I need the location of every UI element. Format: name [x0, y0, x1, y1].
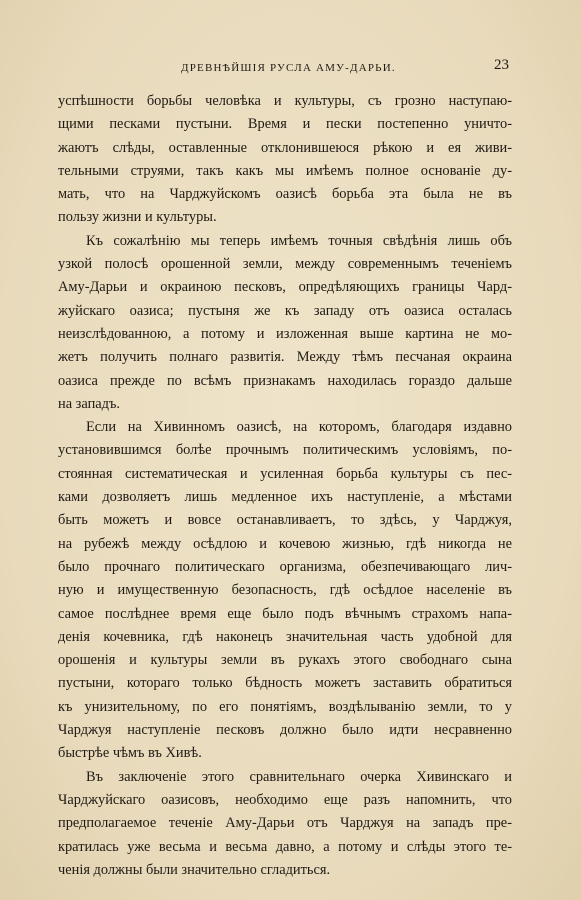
text-line: ками дозволяетъ лишь медленное ихъ наступленіе, а мѣстами: [58, 489, 512, 506]
page-number: 23: [494, 57, 509, 73]
text-line: тельными струями, такъ какъ мы имѣемъ полное основаніе ду-: [58, 162, 512, 179]
paragraph-3: [58, 416, 512, 765]
text-line: предполагаемое теченіе Аму-Дарьи отъ Чарджуя на западъ пре-: [58, 815, 512, 832]
paragraph-2: [58, 230, 512, 416]
text-line: было прочнаго политическаго организма, обезпечивающаго лич-: [58, 558, 512, 575]
text-line: ную и имущественную безопасность, гдѣ осѣдлое населеніе въ: [58, 582, 512, 599]
paragraph-4: [58, 766, 512, 882]
text-line: узкой полосѣ орошенной земли, между современнымъ теченіемъ: [58, 256, 512, 273]
text-line: ченія должны были значительно сгладиться.: [58, 861, 331, 878]
text-line: орошенія и культуры земли въ рукахъ этого свободнаго сына: [58, 652, 512, 669]
text-line: на рубежѣ между осѣдлою и кочевою жизнью, гдѣ никогда не: [58, 535, 512, 552]
text-line: установившимся болѣе прочнымъ политическимъ условіямъ, по-: [58, 442, 512, 459]
text-line: жуйскаго оазиса; пустыня же къ западу отъ оазиса осталась: [58, 302, 512, 319]
text-line: быть можетъ и вовсе останавливаетъ, то здѣсь, у Чарджуя,: [58, 512, 512, 529]
text-line: самое послѣднее время еще было подъ вѣчнымъ страхомъ напа-: [58, 605, 512, 622]
text-line: на западъ.: [58, 395, 121, 412]
text-line: Чарджуя наступленіе песковъ должно было идти несравненно: [58, 722, 512, 739]
text-line: Аму-Дарьи и окраиною песковъ, опредѣляющихъ границы Чард-: [58, 279, 512, 296]
text-line: мать, что на Чарджуйскомъ оазисѣ борьба эта была не въ: [58, 186, 512, 203]
text-line: жетъ получить полнаго развитія. Между тѣмъ песчаная окраина: [58, 349, 512, 366]
text-line: неизслѣдованною, а потому и изложенная выше картина не мо-: [58, 325, 512, 342]
text-line: жаютъ слѣды, оставленные отклонившеюся рѣкою и ея живи-: [58, 139, 512, 156]
text-line: пользу жизни и культуры.: [58, 209, 217, 226]
text-line: кратилась уже весьма и весьма давно, а потому и слѣды этого те-: [58, 838, 512, 855]
body-text: [58, 90, 512, 882]
text-line: щими песками пустыни. Время и пески постепенно уничто-: [58, 116, 512, 133]
text-line: денія кочевника, гдѣ наконецъ значительная часть удобной для: [58, 628, 512, 645]
text-line: успѣшности борьбы человѣка и культуры, съ грозно наступаю-: [58, 93, 512, 109]
text-line: оазиса прежде по всѣмъ признакамъ находилась гораздо дальше: [58, 372, 512, 389]
running-title: ДРЕВНѢЙШІЯ РУСЛА АМУ-ДАРЬИ.: [181, 62, 396, 74]
paragraph-1: [58, 90, 512, 230]
text-line: Чарджуйскаго оазисовъ, необходимо еще разъ напомнить, что: [58, 791, 512, 808]
text-line: пустыни, котораго только бѣдность можетъ заставить обратиться: [58, 675, 512, 692]
text-line: къ унизительному, по его понятіямъ, воздѣлыванію земли, то у: [58, 698, 512, 715]
text-line: Къ сожалѣнію мы теперь имѣемъ точныя свѣдѣнія лишь объ: [86, 232, 512, 249]
text-line: стоянная систематическая и усиленная борьба культуры съ пес-: [58, 465, 512, 482]
text-line: быстрѣе чѣмъ въ Хивѣ.: [58, 745, 202, 762]
text-line: Въ заключеніе этого сравнительнаго очерка Хивинскаго и: [86, 768, 512, 785]
text-line: Если на Хивинномъ оазисѣ, на которомъ, благодаря издавно: [86, 419, 512, 436]
